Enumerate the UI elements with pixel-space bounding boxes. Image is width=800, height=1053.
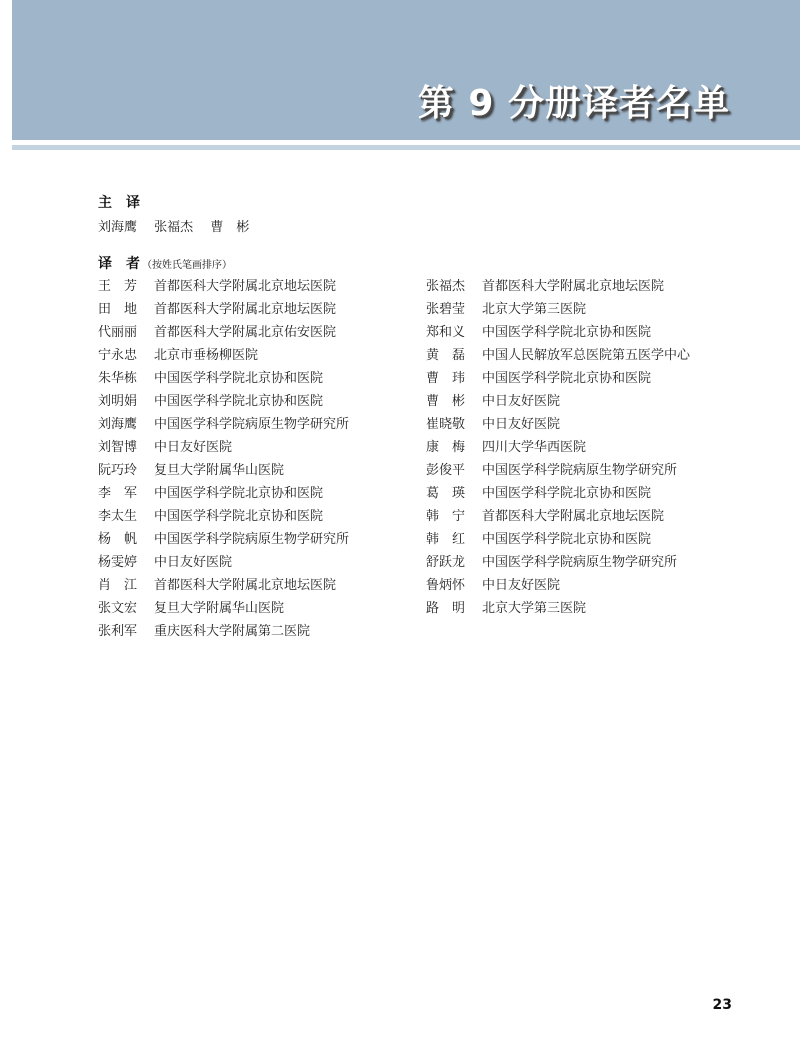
translator-affiliation: 首都医科大学附属北京地坛医院	[482, 509, 665, 524]
translator-name: 康 梅	[426, 440, 466, 455]
chief-translator-name: 刘海鹰	[98, 220, 138, 235]
translator-affiliation: 中国医学科学院北京协和医院	[482, 325, 652, 340]
translator-affiliation: 中国医学科学院北京协和医院	[154, 486, 324, 501]
translator-name: 崔晓敬	[426, 417, 466, 432]
translator-entry	[98, 462, 428, 485]
translator-affiliation: 复旦大学附属华山医院	[154, 463, 285, 478]
header-rule	[12, 145, 800, 150]
translator-name: 李 军	[98, 486, 138, 501]
translator-entry	[426, 347, 756, 370]
translator-entry	[98, 324, 428, 347]
translator-affiliation: 重庆医科大学附属第二医院	[154, 624, 311, 639]
translator-affiliation: 北京市垂杨柳医院	[154, 348, 259, 363]
translator-entry	[98, 393, 428, 416]
translator-name: 韩 红	[426, 532, 466, 547]
translator-name: 张福杰	[426, 279, 466, 294]
translator-entry	[98, 554, 428, 577]
translator-name: 张文宏	[98, 601, 138, 616]
translator-entry	[426, 485, 756, 508]
translator-name: 路 明	[426, 601, 466, 616]
translator-affiliation: 中国医学科学院北京协和医院	[154, 394, 324, 409]
translator-affiliation: 中国医学科学院北京协和医院	[154, 509, 324, 524]
translator-entry	[426, 577, 756, 600]
chief-translators-heading	[98, 192, 140, 212]
translator-entry	[426, 531, 756, 554]
translators-heading-label: 译 者	[98, 256, 140, 272]
translator-name: 阮巧玲	[98, 463, 138, 478]
translator-affiliation: 中国人民解放军总医院第五医学中心	[482, 348, 691, 363]
translator-name: 张碧莹	[426, 302, 466, 317]
translator-entry	[426, 439, 756, 462]
translator-name: 韩 宁	[426, 509, 466, 524]
translator-name: 刘海鹰	[98, 417, 138, 432]
translator-name: 田 地	[98, 302, 138, 317]
translator-name: 郑和义	[426, 325, 466, 340]
page-number: 23	[712, 997, 732, 1013]
translator-entry	[98, 416, 428, 439]
translator-entry	[98, 485, 428, 508]
translator-name: 李太生	[98, 509, 138, 524]
translator-affiliation: 首都医科大学附属北京地坛医院	[154, 279, 337, 294]
translator-entry	[98, 508, 428, 531]
translator-name: 张利军	[98, 624, 138, 639]
translator-entry	[98, 600, 428, 623]
translator-affiliation: 中国医学科学院病原生物学研究所	[154, 532, 350, 547]
translator-entry	[98, 370, 428, 393]
translator-affiliation: 四川大学华西医院	[482, 440, 587, 455]
translator-name: 肖 江	[98, 578, 138, 593]
translator-affiliation: 中国医学科学院病原生物学研究所	[154, 417, 350, 432]
sort-order-note: （按姓氏笔画排序）	[142, 260, 232, 271]
translator-affiliation: 首都医科大学附属北京佑安医院	[154, 325, 337, 340]
translator-affiliation: 北京大学第三医院	[482, 302, 587, 317]
translator-affiliation: 中国医学科学院北京协和医院	[154, 371, 324, 386]
translator-name: 黄 磊	[426, 348, 466, 363]
translator-affiliation: 中日友好医院	[154, 555, 233, 570]
translator-name: 杨 帆	[98, 532, 138, 547]
translator-affiliation: 中国医学科学院病原生物学研究所	[482, 463, 678, 478]
translator-entry	[426, 600, 756, 623]
translator-entry	[426, 301, 756, 324]
translator-name: 朱华栋	[98, 371, 138, 386]
translator-affiliation: 北京大学第三医院	[482, 601, 587, 616]
translator-entry	[98, 577, 428, 600]
translator-affiliation: 中国医学科学院北京协和医院	[482, 371, 652, 386]
translators-right-column	[426, 278, 756, 623]
translator-name: 鲁炳怀	[426, 578, 466, 593]
chief-translators-list	[98, 219, 262, 237]
translator-name: 杨雯婷	[98, 555, 138, 570]
translator-name: 曹 彬	[426, 394, 466, 409]
translator-name: 曹 玮	[426, 371, 466, 386]
translator-affiliation: 首都医科大学附属北京地坛医院	[154, 578, 337, 593]
translator-name: 王 芳	[98, 279, 138, 294]
translator-name: 代丽丽	[98, 325, 138, 340]
translator-entry	[426, 416, 756, 439]
chief-translators-heading-label: 主 译	[98, 195, 140, 211]
translator-entry	[426, 370, 756, 393]
page-title: 第 9 分册译者名单	[417, 83, 730, 124]
translator-entry	[426, 554, 756, 577]
translator-entry	[426, 324, 756, 347]
translator-affiliation: 首都医科大学附属北京地坛医院	[482, 279, 665, 294]
translator-entry	[98, 531, 428, 554]
chief-translator-name: 曹 彬	[210, 220, 250, 235]
translator-name: 彭俊平	[426, 463, 466, 478]
translator-name: 刘智博	[98, 440, 138, 455]
translator-entry	[426, 462, 756, 485]
translators-left-column	[98, 278, 428, 646]
translator-entry	[426, 508, 756, 531]
translator-entry	[98, 278, 428, 301]
translator-affiliation: 复旦大学附属华山医院	[154, 601, 285, 616]
translators-heading	[98, 253, 232, 273]
translator-entry	[98, 623, 428, 646]
translator-affiliation: 中日友好医院	[482, 394, 561, 409]
translator-name: 舒跃龙	[426, 555, 466, 570]
translator-affiliation: 首都医科大学附属北京地坛医院	[154, 302, 337, 317]
translator-name: 宁永忠	[98, 348, 138, 363]
translator-affiliation: 中日友好医院	[154, 440, 233, 455]
translator-name: 刘明娟	[98, 394, 138, 409]
translator-entry	[98, 439, 428, 462]
chief-translator-name: 张福杰	[154, 220, 194, 235]
translator-affiliation: 中国医学科学院北京协和医院	[482, 532, 652, 547]
translator-entry	[426, 393, 756, 416]
translator-affiliation: 中国医学科学院北京协和医院	[482, 486, 652, 501]
translator-entry	[98, 347, 428, 370]
translator-affiliation: 中日友好医院	[482, 417, 561, 432]
translator-affiliation: 中国医学科学院病原生物学研究所	[482, 555, 678, 570]
translator-affiliation: 中日友好医院	[482, 578, 561, 593]
translator-name: 葛 瑛	[426, 486, 466, 501]
translator-entry	[426, 278, 756, 301]
translator-entry	[98, 301, 428, 324]
